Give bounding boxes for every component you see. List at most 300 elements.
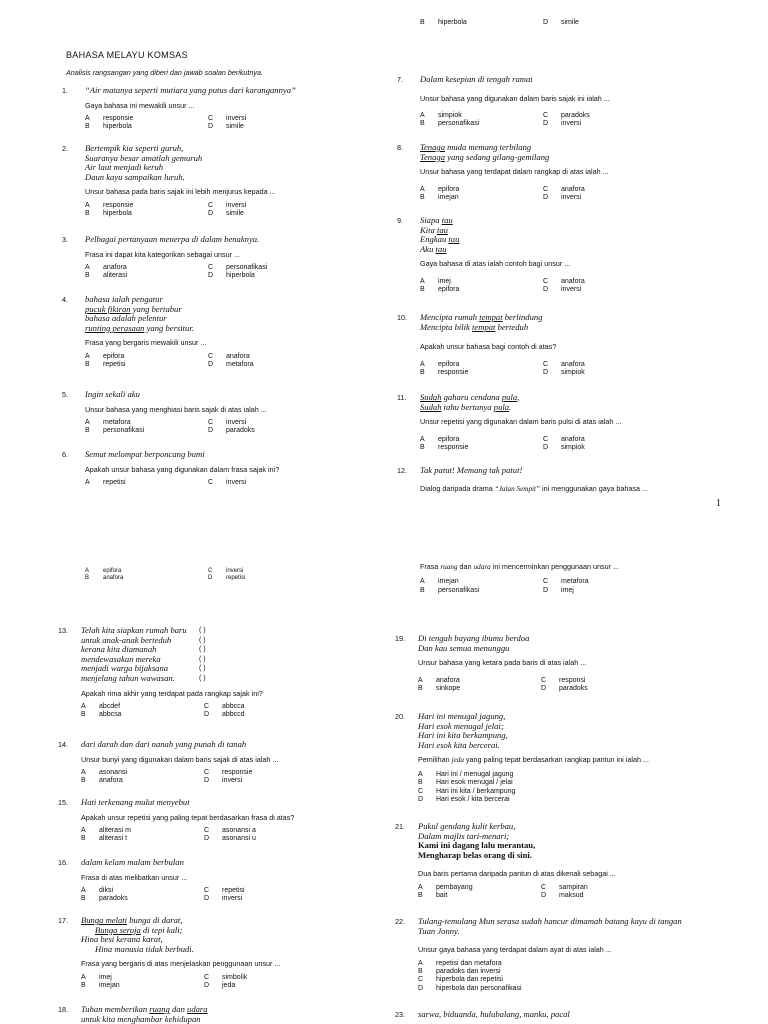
- option-letter[interactable]: B: [81, 835, 86, 843]
- stem-line: Air laut menjadi keruh: [85, 162, 164, 173]
- underlined-word: tempat: [472, 321, 496, 332]
- option-text[interactable]: paradoks: [226, 427, 255, 435]
- stem-text: ,: [517, 392, 520, 402]
- question-number: 2.: [62, 144, 68, 153]
- option-text[interactable]: inversi: [226, 115, 247, 122]
- page-title: BAHASA MELAYU KOMSAS: [66, 50, 188, 60]
- option-letter[interactable]: A: [81, 827, 86, 834]
- question-prompt: Frasa ini dapat kita kategorikan sebagai unsur ...: [85, 249, 241, 259]
- option-text[interactable]: anafora: [99, 777, 123, 785]
- rhyme-blank[interactable]: ( ): [199, 636, 206, 644]
- option-text[interactable]: responsie: [103, 201, 134, 209]
- option-text[interactable]: simpiok: [438, 112, 462, 119]
- option-letter[interactable]: D: [208, 210, 214, 218]
- question-body: [420, 466, 710, 494]
- question-prompt: Frasa di atas melibatkan unsur ...: [81, 872, 188, 882]
- question-body: [85, 235, 375, 281]
- option-text[interactable]: pembayang: [436, 883, 473, 891]
- question-number: 9.: [397, 216, 403, 225]
- question-prompt: Unsur bunyi yang digunakan dalam baris sajak di atas ialah ...: [81, 754, 279, 764]
- option-text[interactable]: anafora: [561, 360, 585, 368]
- stem-line: Kami ini dagang lalu merantau,: [418, 840, 536, 851]
- option-text[interactable]: imej: [561, 586, 574, 594]
- prompt-text: Frasa: [420, 562, 441, 571]
- question-body: [81, 740, 371, 786]
- stem-text: untuk anak-anak berteduh: [81, 634, 172, 645]
- option-text[interactable]: abbcsa: [99, 711, 122, 719]
- option-text[interactable]: simile: [226, 210, 244, 218]
- option-text[interactable]: inversi: [561, 120, 582, 128]
- option-letter[interactable]: D: [418, 984, 424, 992]
- option-text[interactable]: paradoks: [561, 112, 590, 119]
- question-number: 11.: [397, 393, 407, 402]
- question-stem: [81, 626, 371, 684]
- option-text[interactable]: jeda: [222, 982, 236, 990]
- option-text[interactable]: repetisi: [222, 887, 245, 894]
- stem-text: tahu bertanya: [441, 401, 494, 412]
- option-letter[interactable]: C: [204, 827, 210, 834]
- continued-question: [420, 562, 661, 595]
- underlined-word: Sudah: [420, 401, 442, 412]
- option-text[interactable]: imejan: [438, 578, 459, 586]
- question-body: [85, 450, 375, 487]
- option-letter[interactable]: C: [208, 479, 214, 486]
- option-text[interactable]: abcdef: [99, 702, 121, 710]
- question-stem: [81, 916, 371, 954]
- question-prompt: Apakah unsur bahasa bagi contoh di atas?: [420, 342, 557, 352]
- option-letter[interactable]: A: [85, 264, 90, 271]
- stem-line: Dalam kesepian di tengah ramai: [420, 74, 533, 84]
- question-stem: [418, 634, 708, 653]
- stem-line: Hati terkenang mulut menyebut: [81, 797, 190, 807]
- question-number: 8.: [397, 143, 403, 152]
- option-text[interactable]: simpiok: [561, 444, 585, 451]
- option-letter[interactable]: B: [418, 892, 423, 900]
- question-body: [81, 916, 371, 991]
- rhyme-blank[interactable]: ( ): [199, 665, 206, 673]
- option-letter[interactable]: A: [418, 959, 423, 967]
- stem-line: Hina besi kerana karat,: [81, 934, 163, 945]
- stem-text: muda memang terbilang: [445, 142, 532, 152]
- option-letter[interactable]: D: [543, 120, 549, 128]
- option-letter[interactable]: B: [418, 779, 423, 787]
- underlined-word: tempat: [479, 312, 503, 322]
- answer-options: [418, 884, 708, 901]
- option-letter[interactable]: A: [85, 568, 90, 574]
- option-text[interactable]: anafora: [436, 676, 460, 684]
- option-letter[interactable]: B: [81, 895, 86, 903]
- question-prompt: Unsur repetisi yang digunakan dalam baris pulsi di atas ialah ...: [420, 417, 622, 427]
- option-letter[interactable]: D: [541, 892, 547, 900]
- option-text[interactable]: repetisi: [103, 361, 126, 369]
- option-text[interactable]: responsie: [103, 115, 134, 122]
- option-letter[interactable]: C: [204, 702, 210, 710]
- option-text[interactable]: inversi: [226, 568, 244, 574]
- option-text[interactable]: anafora: [103, 264, 127, 271]
- option-text[interactable]: simpiok: [561, 369, 585, 376]
- stem-text: kerana kita diamanah: [81, 644, 157, 655]
- question-body: [420, 216, 710, 295]
- option-text[interactable]: anafora: [103, 574, 124, 581]
- option-text[interactable]: Hari esok / kita bercerai: [436, 796, 510, 803]
- option-text[interactable]: imej: [438, 277, 451, 285]
- option-letter[interactable]: A: [85, 201, 90, 209]
- question-body: [418, 712, 708, 804]
- answer-options: [420, 578, 661, 595]
- option-text[interactable]: metafora: [561, 578, 589, 586]
- option-letter[interactable]: A: [81, 769, 86, 776]
- option-text[interactable]: hiperbola dan personafikasi: [436, 984, 522, 992]
- prompt-text: Pemilihan: [418, 755, 452, 765]
- stem-line: [420, 153, 710, 163]
- option-text[interactable]: abbccd: [222, 711, 245, 719]
- option-text[interactable]: inversi: [222, 777, 243, 785]
- option-text[interactable]: Hari esok menugal / jelai: [436, 779, 513, 787]
- underlined-phrase: pucuk fikiran: [85, 303, 131, 314]
- underlined-word: tau: [448, 234, 460, 245]
- option-text[interactable]: repetisi: [103, 479, 126, 486]
- stem-text: menjadi warga bijaksana: [81, 663, 169, 674]
- question-stem: [420, 466, 710, 476]
- continued-options: [85, 568, 326, 581]
- option-letter[interactable]: D: [418, 796, 424, 803]
- option-text[interactable]: hiperbola: [103, 123, 132, 131]
- stem-line: dalam kelam malam berbulan: [81, 857, 184, 867]
- option-text[interactable]: asonansi u: [222, 835, 256, 843]
- option-letter[interactable]: D: [543, 444, 549, 451]
- option-text[interactable]: personafikasi: [438, 586, 480, 594]
- option-letter[interactable]: C: [543, 277, 549, 285]
- question-body: [418, 917, 708, 993]
- option-letter[interactable]: C: [541, 676, 547, 684]
- question-body: [85, 295, 375, 370]
- question-number: 3.: [62, 235, 68, 244]
- option-letter[interactable]: A: [420, 112, 425, 119]
- option-text[interactable]: aliterasi t: [99, 835, 128, 843]
- option-text[interactable]: abbcca: [222, 702, 245, 710]
- option-text[interactable]: epifora: [103, 568, 122, 574]
- option-letter[interactable]: B: [85, 427, 90, 435]
- option-letter[interactable]: B: [420, 369, 425, 376]
- option-letter[interactable]: A: [418, 676, 423, 684]
- option-letter[interactable]: A: [420, 578, 425, 586]
- rhyme-blank[interactable]: ( ): [199, 646, 206, 654]
- option-letter[interactable]: A: [418, 770, 423, 778]
- stem-line: Bertempik kia seperti guruh,: [85, 143, 184, 153]
- option-text[interactable]: epifora: [438, 185, 460, 193]
- option-letter[interactable]: B: [420, 120, 425, 128]
- option-letter[interactable]: A: [418, 883, 423, 891]
- answer-options: [420, 436, 710, 453]
- option-text[interactable]: inversi: [226, 479, 247, 486]
- option-letter[interactable]: C: [543, 578, 549, 586]
- option-letter[interactable]: B: [418, 968, 423, 975]
- stem-text: yang sedang gilang-gemilang: [445, 151, 550, 162]
- option-letter[interactable]: D: [204, 982, 210, 990]
- option-letter[interactable]: D: [543, 369, 549, 376]
- option-text[interactable]: hiperbola: [103, 210, 132, 218]
- stem-line: [81, 674, 371, 684]
- underlined-word: ruang: [149, 1004, 170, 1014]
- option-letter[interactable]: B: [420, 194, 425, 201]
- question-stem: [420, 393, 710, 412]
- stem-text: Kita: [420, 224, 437, 235]
- option-text[interactable]: anafora: [561, 435, 585, 443]
- option-text[interactable]: repetisi dan metafora: [436, 959, 502, 967]
- option-letter[interactable]: B: [85, 574, 90, 581]
- option-letter[interactable]: A: [420, 277, 425, 285]
- option-text[interactable]: epifora: [438, 286, 460, 294]
- option-text[interactable]: maksud: [559, 892, 584, 900]
- option-letter[interactable]: A: [81, 973, 86, 981]
- stem-line: Hari esok kita bercerai.: [418, 739, 500, 750]
- question-number: 6.: [62, 450, 68, 459]
- italic-word: udara: [473, 563, 491, 571]
- option-text[interactable]: imejan: [99, 982, 120, 990]
- option-letter[interactable]: B: [85, 361, 90, 369]
- option-text[interactable]: repetisi: [226, 574, 246, 581]
- option-text[interactable]: inversi: [226, 201, 247, 209]
- option-text[interactable]: epifora: [438, 360, 460, 368]
- option-text[interactable]: metafora: [226, 361, 254, 369]
- answer-options: [81, 887, 371, 904]
- question-prompt: Unsur gaya bahasa yang terdapat dalam ayat di atas ialah ...: [418, 945, 612, 955]
- question-prompt: Gaya bahasa di atas ialah contoh bagi unsur ...: [420, 259, 571, 269]
- option-text[interactable]: simile: [226, 123, 244, 131]
- option-text[interactable]: personafikasi: [438, 120, 480, 128]
- option-text[interactable]: asonansi: [99, 769, 128, 776]
- option-text[interactable]: epifora: [103, 352, 125, 360]
- option-text[interactable]: responsie: [438, 444, 469, 451]
- question-body: [85, 144, 375, 219]
- option-letter[interactable]: B: [85, 272, 90, 280]
- option-letter[interactable]: D: [208, 574, 213, 581]
- question-prompt: Apakah unsur bahasa yang digunakan dalam frasa sajak ini?: [85, 464, 280, 474]
- option-letter[interactable]: D: [204, 777, 210, 785]
- option-letter[interactable]: B: [420, 286, 425, 294]
- question-number: 15.: [58, 798, 68, 807]
- question-stem: [81, 740, 371, 750]
- option-letter[interactable]: A: [81, 702, 86, 710]
- option-letter[interactable]: C: [208, 115, 214, 122]
- option-text[interactable]: aliterasi: [103, 272, 128, 280]
- option-letter[interactable]: A: [420, 360, 425, 368]
- option-text[interactable]: sinkope: [436, 685, 461, 692]
- rhyme-blank[interactable]: ( ): [199, 655, 206, 663]
- answer-options: [420, 278, 710, 295]
- question-stem: [418, 1010, 708, 1020]
- question-prompt: Unsur bahasa yang menghiasi baris sajak di atas ialah ...: [85, 404, 267, 414]
- question-number: 13.: [58, 626, 68, 635]
- option-letter[interactable]: A: [85, 479, 90, 486]
- option-text[interactable]: paradoks dan inversi: [436, 968, 501, 975]
- page-gap: [0, 520, 768, 540]
- question-stem: [418, 712, 708, 750]
- option-text[interactable]: hiperbola: [438, 19, 467, 26]
- option-text[interactable]: asonansi a: [222, 827, 256, 834]
- option-letter[interactable]: B: [420, 444, 425, 451]
- question-number: 5.: [62, 390, 68, 399]
- option-text[interactable]: Hari ini / menugal jagung: [436, 770, 514, 778]
- option-letter[interactable]: D: [543, 586, 549, 594]
- stem-line: [420, 323, 710, 333]
- stem-text: Tuhan memberikan: [81, 1004, 150, 1014]
- option-letter[interactable]: B: [420, 586, 425, 594]
- option-letter[interactable]: A: [420, 435, 425, 443]
- question-stem: [418, 822, 708, 860]
- option-letter[interactable]: B: [81, 711, 86, 719]
- option-text[interactable]: anafora: [561, 277, 585, 285]
- option-letter[interactable]: C: [204, 887, 210, 894]
- option-letter[interactable]: C: [208, 264, 214, 271]
- option-text[interactable]: diksi: [99, 887, 114, 894]
- option-text[interactable]: imejan: [438, 194, 459, 201]
- option-text[interactable]: metafora: [103, 419, 131, 426]
- option-text[interactable]: sampiran: [559, 883, 588, 891]
- option-text[interactable]: hiperbola dan repetisi: [436, 976, 503, 984]
- option-letter[interactable]: D: [208, 361, 214, 369]
- option-text[interactable]: hiperbola: [226, 272, 255, 280]
- question-prompt: Unsur bahasa yang ketara pada baris di atas ialah ...: [418, 658, 587, 668]
- option-text[interactable]: anafora: [561, 185, 585, 193]
- question-prompt: [420, 484, 710, 494]
- option-text[interactable]: Hari ini kita / berkampung: [436, 787, 516, 795]
- stem-line: Mengharap belas orang di sini.: [418, 849, 532, 860]
- option-letter[interactable]: C: [208, 419, 214, 426]
- question-stem: [85, 144, 375, 182]
- option-letter[interactable]: B: [418, 685, 423, 692]
- option-text[interactable]: responsi: [559, 676, 586, 684]
- option-text[interactable]: inversi: [561, 194, 582, 201]
- option-letter[interactable]: A: [81, 887, 86, 894]
- option-text[interactable]: simile: [561, 19, 579, 26]
- stem-line: bahasa ialah pengatur: [85, 294, 163, 304]
- option-text[interactable]: bait: [436, 892, 448, 900]
- option-letter[interactable]: D: [204, 895, 210, 903]
- option-letter[interactable]: A: [85, 115, 90, 122]
- question-body: [420, 393, 710, 452]
- question-stem: [81, 858, 371, 868]
- option-letter[interactable]: D: [543, 19, 549, 26]
- question-number: 23.: [395, 1010, 405, 1019]
- option-text[interactable]: anafora: [226, 352, 250, 360]
- stem-line: [85, 324, 375, 334]
- page-number: 1: [716, 498, 721, 509]
- option-letter[interactable]: A: [85, 419, 90, 426]
- question-prompt: Dua baris pertama daripada pantun di atas dikenali sebagai ...: [418, 869, 616, 879]
- option-letter[interactable]: B: [85, 210, 90, 218]
- stem-line: Ingin sekali aku: [85, 389, 140, 399]
- option-text[interactable]: personafikasi: [103, 427, 145, 435]
- underlined-word: udara: [187, 1004, 208, 1014]
- question-prompt: [420, 562, 661, 572]
- prompt-text: yang paling tepat berdasarkan rangkap pantun ini ialah ...: [463, 755, 649, 765]
- option-letter[interactable]: D: [204, 835, 210, 843]
- underlined-word: tau: [436, 224, 448, 235]
- option-text[interactable]: personafikasi: [226, 264, 268, 271]
- option-letter[interactable]: B: [85, 123, 90, 131]
- question-body: [85, 86, 375, 132]
- option-letter[interactable]: B: [81, 777, 86, 785]
- option-letter[interactable]: C: [208, 568, 213, 574]
- option-letter[interactable]: C: [204, 769, 210, 776]
- option-letter[interactable]: D: [204, 711, 210, 719]
- answer-options: [85, 264, 375, 281]
- option-text[interactable]: epifora: [438, 435, 460, 443]
- option-letter[interactable]: C: [543, 112, 549, 119]
- option-letter[interactable]: C: [418, 787, 424, 795]
- rhyme-blank[interactable]: ( ): [199, 627, 206, 634]
- option-letter[interactable]: C: [543, 360, 549, 368]
- stem-line: Pukul gendang kulit kerbau,: [418, 821, 516, 831]
- option-text[interactable]: inversi: [222, 895, 243, 903]
- option-text[interactable]: simbolik: [222, 973, 248, 981]
- option-letter[interactable]: A: [420, 185, 425, 193]
- stem-line: Tak patut! Memang tak patut!: [420, 465, 523, 475]
- option-text[interactable]: paradoks: [99, 895, 128, 903]
- option-text[interactable]: paradoks: [559, 685, 588, 692]
- option-letter[interactable]: D: [543, 194, 549, 201]
- option-letter[interactable]: A: [85, 352, 90, 360]
- question-body: [81, 798, 371, 844]
- option-letter[interactable]: D: [541, 685, 547, 692]
- question-body: [420, 313, 710, 377]
- answer-options: [418, 771, 708, 805]
- rhyme-blank[interactable]: ( ): [199, 674, 206, 682]
- option-letter[interactable]: C: [418, 976, 424, 984]
- answer-options: [85, 479, 375, 487]
- answer-options: [85, 115, 375, 132]
- option-letter[interactable]: C: [541, 883, 547, 891]
- stem-text: Siapa: [420, 215, 442, 225]
- prompt-text: ini menggunakan gaya bahasa ...: [540, 483, 648, 493]
- question-prompt: Unsur bahasa pada baris sajak ini lebih menjurus kepada ...: [85, 187, 276, 197]
- question-body: [418, 822, 708, 901]
- option-letter[interactable]: C: [208, 352, 214, 360]
- option-text[interactable]: inversi: [226, 419, 247, 426]
- question-stem: [420, 143, 710, 162]
- stem-line: Daun kayu sampaikan luruh.: [85, 171, 185, 182]
- answer-options: [420, 19, 661, 27]
- continued-options: [420, 19, 661, 27]
- question-stem: [420, 313, 710, 332]
- option-text[interactable]: imej: [99, 973, 112, 981]
- answer-options: [81, 703, 371, 720]
- stem-text: Telah kita siapkan rumah baru: [81, 625, 187, 635]
- option-letter[interactable]: D: [543, 286, 549, 294]
- option-letter[interactable]: B: [420, 19, 425, 26]
- underlined-word: Tenaga: [420, 151, 445, 162]
- stem-line: Hari ini kita berkampung,: [418, 730, 508, 741]
- question-number: 14.: [58, 740, 68, 749]
- option-letter[interactable]: C: [204, 973, 210, 981]
- option-letter[interactable]: D: [208, 123, 214, 131]
- option-text[interactable]: responsie: [438, 369, 469, 376]
- prompt-text: Dialog daripada drama: [420, 483, 495, 493]
- question-number: 4.: [62, 295, 68, 304]
- answer-options: [418, 960, 708, 994]
- option-text[interactable]: inversi: [561, 286, 582, 294]
- option-letter[interactable]: C: [543, 435, 549, 443]
- question-prompt: Unsur bahasa yang terdapat dalam rangkap di atas ialah ...: [420, 167, 609, 177]
- option-letter[interactable]: C: [543, 185, 549, 193]
- option-letter[interactable]: C: [208, 201, 214, 209]
- option-letter[interactable]: B: [81, 982, 86, 990]
- option-letter[interactable]: D: [208, 272, 214, 280]
- option-text[interactable]: responsie: [222, 769, 253, 776]
- option-text[interactable]: aliterasi m: [99, 827, 131, 834]
- option-letter[interactable]: D: [208, 427, 214, 435]
